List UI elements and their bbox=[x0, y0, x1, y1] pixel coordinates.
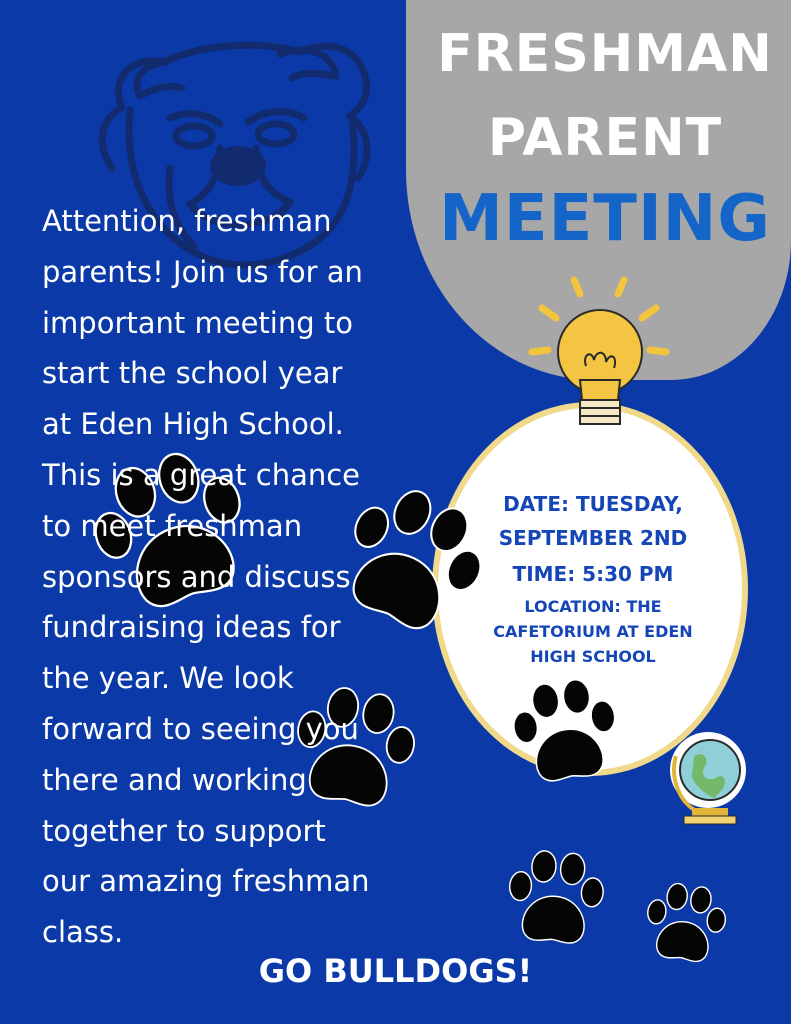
meeting-date: DATE: TUESDAY, bbox=[503, 492, 683, 516]
title-line-1: FRESHMAN bbox=[437, 24, 773, 84]
globe-icon bbox=[664, 726, 754, 830]
meeting-location: LOCATION: THE CAFETORIUM AT EDEN HIGH SCHOOL bbox=[493, 597, 693, 666]
title-line-3: MEETING bbox=[439, 182, 771, 256]
title-line-2: PARENT bbox=[487, 108, 723, 168]
announcement-text: Attention, freshman parents! Join us for an important meeting to start the school year at Eden High School. This is a great chance to meet freshman sponsors and discuss fundraising ideas for the year. We look forward to seeing you there and working together to support our amazing freshman class. bbox=[42, 204, 370, 950]
paw-print-icon bbox=[500, 662, 630, 792]
lightbulb-icon bbox=[528, 272, 678, 442]
meeting-time: TIME: 5:30 PM bbox=[512, 562, 674, 586]
paw-print-icon bbox=[496, 834, 616, 954]
meeting-date-2: SEPTEMBER 2ND bbox=[498, 526, 688, 550]
footer-slogan: GO BULLDOGS! bbox=[258, 952, 533, 990]
